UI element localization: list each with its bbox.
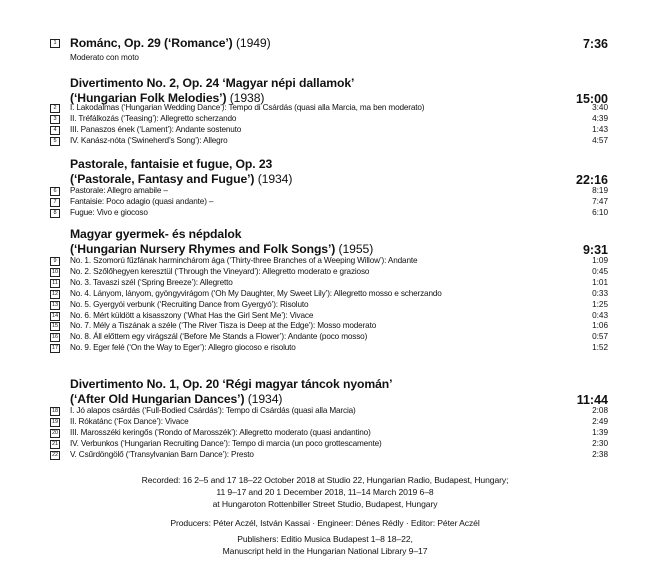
track-row <box>0 438 650 449</box>
work-year: (1934) <box>247 391 283 406</box>
recording-credits <box>0 474 650 557</box>
track-row <box>0 255 650 266</box>
work-title-line: (‘After Old Hungarian Dances’) (1934) <box>70 391 283 406</box>
track-title: No. 8. Áll előttem egy virágszál (‘Before Me Stands a Flower’): Andante (poco mosso) <box>70 332 368 342</box>
track-number: 6 <box>50 187 60 196</box>
track-number: 11 <box>50 279 60 288</box>
track-row <box>0 102 650 113</box>
track-row <box>0 196 650 207</box>
track-number: 4 <box>50 126 60 135</box>
track-number: 1 <box>50 39 60 48</box>
work-title-line: Divertimento No. 1, Op. 20 ‘Régi magyar táncok nyomán’ <box>70 377 393 391</box>
track-row <box>0 320 650 331</box>
track-number: 16 <box>51 334 59 341</box>
work-title-line: (‘Pastorale, Fantasy and Fugue’) (1934) <box>70 171 293 186</box>
work-title <box>70 377 520 406</box>
track-row <box>0 124 650 135</box>
track-number: 18 <box>51 408 59 414</box>
track-title: IV. Verbunkos (‘Hungarian Recruiting Dance’): Tempo di marcia (un poco grottescamente) <box>70 438 382 448</box>
track-number: 2 <box>50 104 60 113</box>
track-title: Fantaisie: Poco adagio (quasi andante) – <box>70 196 214 206</box>
track-row <box>0 266 650 277</box>
track-title: I. Jó alapos csárdás (‘Full-Bodied Csárdás’): Tempo di Csárdás (quasi alla Marcia) <box>70 406 356 415</box>
track-duration: 0:57 <box>592 332 608 342</box>
track-number: 12 <box>51 290 59 297</box>
work-year: (1938) <box>229 90 265 105</box>
track-title: No. 7. Mély a Tiszának a széle (‘The River Tisza is Deep at the Edge’): Mosso moderato <box>70 321 377 331</box>
track-row <box>0 449 650 460</box>
work-total-duration: 9:31 <box>582 242 608 257</box>
track-number: 21 <box>51 440 59 447</box>
track-row <box>0 405 650 416</box>
credits-line: Recorded: 16 2–5 and 17 18–22 October 2018 at Studio 22, Hungarian Radio, Budapest, Hungary; <box>141 475 509 485</box>
track-duration: 3:40 <box>592 103 608 112</box>
work-total-duration: 15:00 <box>576 91 608 106</box>
work-total-duration: 7:36 <box>582 37 608 51</box>
track-number: 22 <box>51 451 59 458</box>
track-title: III. Panaszos ének (‘Lament’): Andante sostenuto <box>70 124 242 134</box>
track-title: No. 2. Szőlőhegyen keresztül (‘Through the Vineyard’): Allegretto moderato e grazioso <box>70 266 370 276</box>
work-total-duration: 22:16 <box>576 172 608 187</box>
work-year: (1955) <box>338 241 374 256</box>
work-title-line: Magyar gyermek- és népdalok <box>70 227 242 241</box>
track-title: No. 9. Eger felé (‘On the Way to Eger’): Allegro giocoso e risoluto <box>70 343 296 353</box>
work-title <box>70 227 520 256</box>
track-number: 17 <box>51 345 59 352</box>
track-title: No. 1. Szomorú fűzfának harminchárom ága (‘Thirty-three Branches of a Weeping Willow’): Andante <box>70 256 418 265</box>
work-title <box>70 36 520 51</box>
track-number: 10 <box>51 268 59 275</box>
track-duration: 7:47 <box>592 196 608 206</box>
credits-line: Producers: Péter Aczél, István Kassai · Engineer: Dénes Rédly · Editor: Péter Aczél <box>170 518 480 528</box>
track-number: 8 <box>50 209 60 218</box>
track-duration: 1:43 <box>592 124 608 134</box>
track-duration: 1:39 <box>592 427 608 437</box>
work-title-line: (‘Hungarian Nursery Rhymes and Folk Songs’) (1955) <box>70 241 374 256</box>
track-row <box>0 277 650 288</box>
track-title: I. Lakodalmas (‘Hungarian Wedding Dance’): Tempo di Csárdás (quasi alla Marcia, ma ben moderato) <box>70 103 425 112</box>
track-number: 7 <box>50 198 60 207</box>
work-title <box>70 157 520 186</box>
credits-line: at Hungaroton Rottenbiller Street Studio, Budapest, Hungary <box>212 499 438 509</box>
track-title: No. 5. Gyergyói verbunk (‘Recruiting Dance from Gyergyó’): Risoluto <box>70 299 309 309</box>
work-year: (1934) <box>257 171 293 186</box>
track-row <box>0 113 650 124</box>
track-number: 13 <box>51 301 59 308</box>
track-duration: 2:49 <box>592 416 608 426</box>
work-title-line: Divertimento No. 2, Op. 24 ‘Magyar népi dallamok’ <box>70 76 355 90</box>
track-row <box>0 416 650 427</box>
track-title: No. 3. Tavaszi szél (‘Spring Breeze’): Allegretto <box>70 277 233 287</box>
work-title-line: (‘Hungarian Folk Melodies’) (1938) <box>70 90 265 105</box>
track-row <box>0 288 650 299</box>
track-title: Pastorale: Allegro amabile – <box>70 186 168 195</box>
track-title: V. Csűrdöngölő (‘Transylvanian Barn Dance’): Presto <box>70 449 254 459</box>
track-title: IV. Kanász-nóta (‘Swineherd’s Song’): Allegro <box>70 135 228 145</box>
track-title: No. 4. Lányom, lányom, gyöngyvirágom (‘Oh My Daughter, My Sweet Lily’): Allegretto mosso e scherzando <box>70 288 442 298</box>
track-duration: 4:39 <box>592 113 608 123</box>
track-duration: 1:25 <box>592 299 608 309</box>
track-number: 15 <box>51 323 59 330</box>
track-row <box>0 331 650 342</box>
track-title: Fugue: Vivo e giocoso <box>70 207 148 217</box>
work-tempo: Moderato con moto <box>70 53 139 62</box>
track-number: 14 <box>51 312 59 319</box>
credits-line: Manuscript held in the Hungarian National Library 9–17 <box>222 546 428 556</box>
track-duration: 2:38 <box>592 449 608 459</box>
track-duration: 1:52 <box>592 343 608 353</box>
track-title: III. Marosszéki keringős (‘Rondo of Marosszék’): Allegretto moderato (quasi andantino) <box>70 427 371 437</box>
work-total-duration: 11:44 <box>576 392 608 407</box>
track-row <box>0 342 650 353</box>
work-title-line: Románc, Op. 29 (‘Romance’) (1949) <box>70 36 271 50</box>
track-row <box>0 185 650 196</box>
track-duration: 1:06 <box>592 321 608 331</box>
track-duration: 1:09 <box>592 256 608 265</box>
track-duration: 6:10 <box>592 207 608 217</box>
track-number: 3 <box>50 115 60 124</box>
track-duration: 1:01 <box>592 277 608 287</box>
track-number: 19 <box>51 418 59 425</box>
credits-line: 11 9–17 and 20 1 December 2018, 11–14 March 2019 6–8 <box>216 487 434 497</box>
track-duration: 0:33 <box>592 288 608 298</box>
track-row <box>0 299 650 310</box>
track-row <box>0 207 650 218</box>
track-duration: 2:08 <box>592 406 608 415</box>
track-title: No. 6. Mért küldött a kisasszony (‘What Has the Girl Sent Me’): Vivace <box>70 310 314 320</box>
track-duration: 4:57 <box>592 135 608 145</box>
track-title: II. Tréfálkozás (‘Teasing’): Allegretto scherzando <box>70 113 237 123</box>
track-title: II. Rókatánc (‘Fox Dance’): Vivace <box>70 416 189 426</box>
track-row <box>0 135 650 146</box>
work-title-line: Pastorale, fantaisie et fugue, Op. 23 <box>70 157 273 171</box>
track-duration: 0:45 <box>592 266 608 276</box>
credits-line: Publishers: Editio Musica Budapest 1–8 18–22, <box>237 534 413 544</box>
work-title <box>70 76 520 105</box>
track-number: 20 <box>51 429 59 436</box>
track-duration: 8:19 <box>592 186 608 195</box>
track-duration: 0:43 <box>592 310 608 320</box>
track-row <box>0 310 650 321</box>
track-number: 9 <box>50 257 60 266</box>
track-number: 5 <box>50 137 60 146</box>
work-year: (1949) <box>235 36 271 50</box>
track-row <box>0 427 650 438</box>
track-duration: 2:30 <box>592 438 608 448</box>
